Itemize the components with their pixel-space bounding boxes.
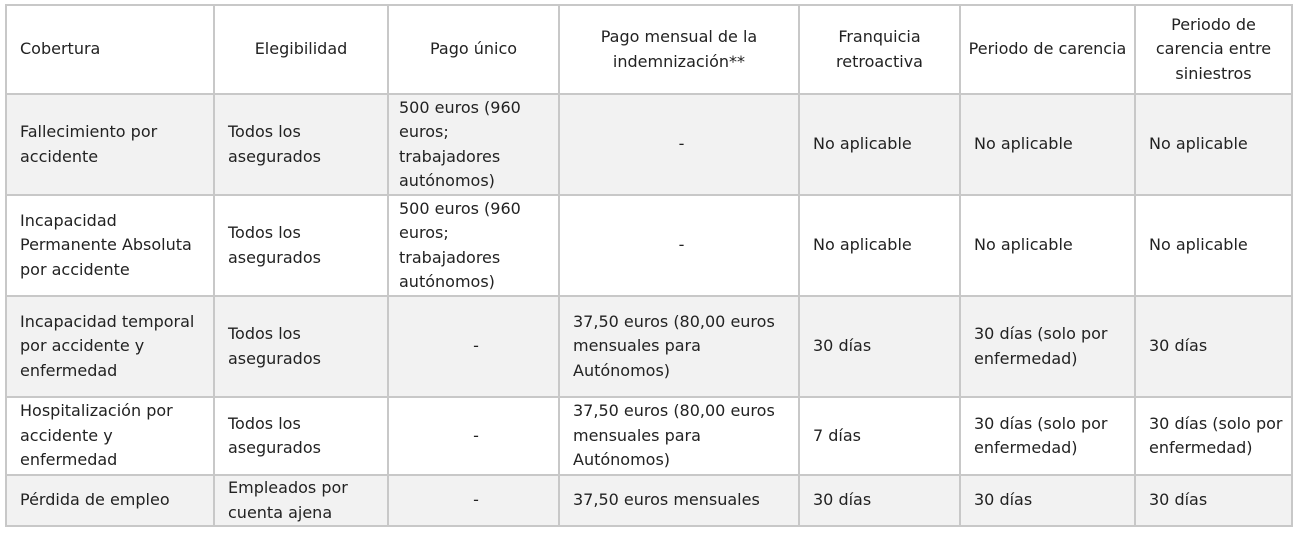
header-pago-unico: Pago único <box>388 5 559 94</box>
cell-franquicia: 7 días <box>799 397 960 475</box>
cell-pago-unico: 500 euros (960 euros; trabajadores autónomos) <box>388 94 559 195</box>
table-header-row <box>6 5 1292 94</box>
header-cobertura: Cobertura <box>6 5 214 94</box>
cell-periodo-carencia-siniestros: 30 días <box>1135 296 1292 397</box>
table-row <box>6 475 1292 526</box>
table-row <box>6 195 1292 296</box>
cell-elegibilidad: Todos los asegurados <box>214 94 388 195</box>
cell-periodo-carencia: 30 días <box>960 475 1135 526</box>
cell-elegibilidad: Todos los asegurados <box>214 296 388 397</box>
cell-periodo-carencia: 30 días (solo por enfermedad) <box>960 397 1135 475</box>
cell-pago-mensual: 37,50 euros mensuales <box>559 475 799 526</box>
table-row <box>6 397 1292 475</box>
table-row <box>6 296 1292 397</box>
cell-periodo-carencia-siniestros: No aplicable <box>1135 94 1292 195</box>
cell-franquicia: 30 días <box>799 296 960 397</box>
cell-periodo-carencia: 30 días (solo por enfermedad) <box>960 296 1135 397</box>
cell-cobertura: Fallecimiento por accidente <box>6 94 214 195</box>
cell-periodo-carencia-siniestros: No aplicable <box>1135 195 1292 296</box>
cell-cobertura: Incapacidad temporal por accidente y enfermedad <box>6 296 214 397</box>
header-elegibilidad: Elegibilidad <box>214 5 388 94</box>
cell-pago-unico: - <box>388 475 559 526</box>
cell-pago-unico: - <box>388 397 559 475</box>
cell-periodo-carencia-siniestros: 30 días (solo por enfermedad) <box>1135 397 1292 475</box>
cell-franquicia: 30 días <box>799 475 960 526</box>
cell-periodo-carencia: No aplicable <box>960 94 1135 195</box>
header-pago-mensual: Pago mensual de la indemnización** <box>559 5 799 94</box>
cell-franquicia: No aplicable <box>799 195 960 296</box>
cell-franquicia: No aplicable <box>799 94 960 195</box>
cell-pago-unico: - <box>388 296 559 397</box>
table-row <box>6 94 1292 195</box>
cell-pago-mensual: - <box>559 195 799 296</box>
cell-cobertura: Pérdida de empleo <box>6 475 214 526</box>
header-franquicia: Franquicia retroactiva <box>799 5 960 94</box>
header-periodo-carencia-siniestros: Periodo de carencia entre siniestros <box>1135 5 1292 94</box>
cell-periodo-carencia-siniestros: 30 días <box>1135 475 1292 526</box>
cell-periodo-carencia: No aplicable <box>960 195 1135 296</box>
cell-pago-mensual: 37,50 euros (80,00 euros mensuales para Autónomos) <box>559 296 799 397</box>
header-periodo-carencia: Periodo de carencia <box>960 5 1135 94</box>
coverage-table <box>5 4 1293 527</box>
cell-pago-mensual: - <box>559 94 799 195</box>
cell-elegibilidad: Empleados por cuenta ajena <box>214 475 388 526</box>
cell-elegibilidad: Todos los asegurados <box>214 195 388 296</box>
cell-elegibilidad: Todos los asegurados <box>214 397 388 475</box>
cell-pago-unico: 500 euros (960 euros; trabajadores autónomos) <box>388 195 559 296</box>
cell-cobertura: Incapacidad Permanente Absoluta por accidente <box>6 195 214 296</box>
cell-pago-mensual: 37,50 euros (80,00 euros mensuales para Autónomos) <box>559 397 799 475</box>
cell-cobertura: Hospitalización por accidente y enfermedad <box>6 397 214 475</box>
